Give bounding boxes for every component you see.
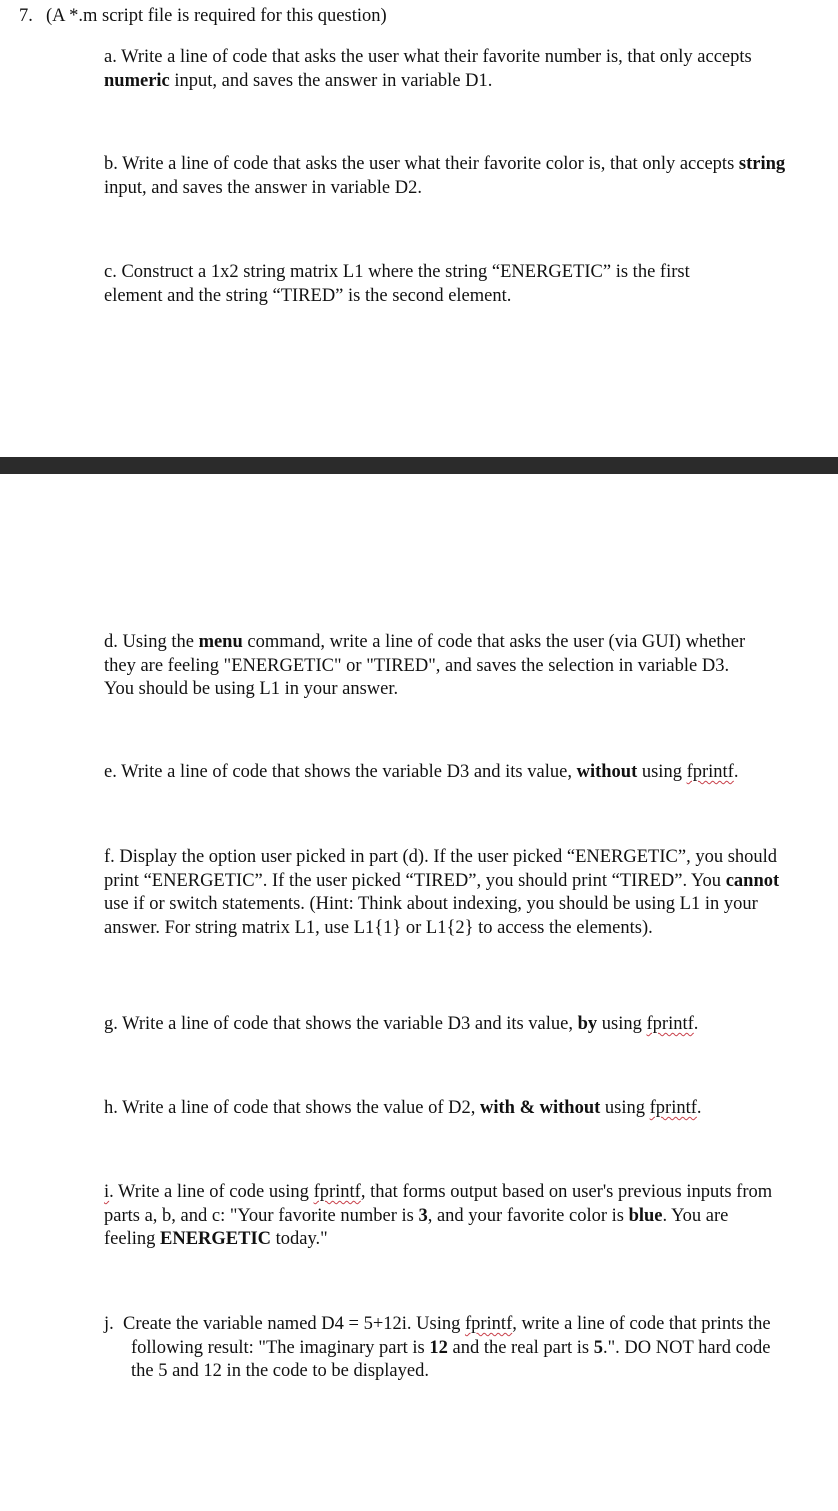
- part-a-bold: numeric: [104, 70, 170, 91]
- question-number: 7.: [19, 6, 33, 26]
- part-f: [104, 846, 784, 940]
- part-i-text-4: . You are feeling: [104, 1205, 733, 1249]
- part-d-bold: menu: [198, 632, 243, 652]
- question-title: (A *.m script file is required for this question): [46, 6, 387, 26]
- part-g-bold: by: [577, 1014, 598, 1034]
- part-i: [104, 1181, 777, 1252]
- question-heading: [19, 5, 387, 29]
- part-a-text: a. Write a line of code that asks the user what their favorite number is, that only accepts: [104, 47, 757, 67]
- part-e-text-end: .: [733, 762, 739, 782]
- part-b-text-end: input, and saves the answer in variable D2.: [104, 154, 790, 198]
- part-j-text-end: .". DO NOT hard code the 5 and 12 in the code to be displayed.: [131, 1337, 776, 1381]
- part-g-text: g. Write a line of code that shows the variable D3 and its value,: [104, 1014, 578, 1034]
- part-h-spellcheck-word: fprintf: [649, 1098, 697, 1118]
- part-j-spellcheck-word: fprintf: [464, 1314, 513, 1334]
- part-e-text: e. Write a line of code that shows the variable D3 and its value,: [104, 762, 577, 782]
- part-i-text: . Write a line of code using: [109, 1182, 314, 1202]
- part-h-text-end: .: [696, 1098, 702, 1118]
- part-h: [104, 1097, 794, 1121]
- part-c-text: c. Construct a 1x2 string matrix L1 where the string “ENERGETIC” is the first element and the string “TIRED” is the second element.: [104, 262, 695, 306]
- part-j-text-3: and the real part is: [447, 1337, 594, 1358]
- part-i-spellcheck-word: fprintf: [313, 1182, 361, 1202]
- part-g-text-mid: using: [597, 1014, 647, 1034]
- page-break-bar: [0, 457, 838, 474]
- part-j: [104, 1313, 791, 1384]
- part-b: [104, 153, 794, 200]
- part-j-text-2: , write a line of code that prints the following result: "The imaginary part is: [131, 1314, 776, 1358]
- part-a: [104, 46, 794, 93]
- part-i-spellcheck-letter: i: [104, 1182, 110, 1202]
- part-h-bold: with & without: [480, 1098, 601, 1118]
- part-g: [104, 1013, 794, 1037]
- part-h-text-mid: using: [600, 1098, 650, 1118]
- part-a-text-end: input, and saves the answer in variable D1.: [169, 70, 493, 91]
- part-g-spellcheck-word: fprintf: [646, 1014, 694, 1034]
- part-d: [104, 631, 754, 702]
- part-d-text: d. Using the: [104, 632, 199, 652]
- part-i-bold-number: 3: [418, 1205, 428, 1226]
- part-i-bold-color: blue: [628, 1205, 663, 1226]
- part-h-text: h. Write a line of code that shows the value of D2,: [104, 1098, 481, 1118]
- part-i-text-2: , that forms output based on user's previous inputs from parts a, b, and c: "Your favorite number is: [104, 1182, 777, 1226]
- part-i-bold-mood: ENERGETIC: [160, 1229, 272, 1249]
- part-j-bold-imag: 12: [429, 1337, 448, 1358]
- part-d-text-end: command, write a line of code that asks the user (via GUI) whether they are feeling "ENERGETIC" or "TIRED", and saves the selection in variable D3. You should be using L1 in your answer.: [104, 632, 750, 699]
- part-e-bold: without: [576, 762, 638, 782]
- part-j-text: j. Create the variable named D4 = 5+12i. Using: [104, 1314, 465, 1334]
- part-b-bold: string: [738, 154, 786, 174]
- part-f-bold: cannot: [725, 870, 780, 891]
- part-i-text-3: , and your favorite color is: [427, 1205, 629, 1226]
- part-b-text: b. Write a line of code that asks the user what their favorite color is, that only accepts: [104, 154, 739, 174]
- part-j-bold-real: 5: [593, 1337, 603, 1358]
- part-i-text-end: today.": [271, 1229, 328, 1249]
- part-f-text: f. Display the option user picked in part (d). If the user picked “ENERGETIC”, you should print “ENERGETIC”. If the user picked “TIRED”, you should print “TIRED”. You: [104, 847, 782, 891]
- part-f-text-end: use if or switch statements. (Hint: Think about indexing, you should be using L1 in your answer. For string matrix L1, use L1{1} or L1{2} to access the elements).: [104, 870, 784, 938]
- part-e-spellcheck-word: fprintf: [686, 762, 734, 782]
- part-e-text-mid: using: [637, 762, 687, 782]
- part-e: [104, 761, 794, 785]
- part-c: [104, 261, 744, 308]
- part-g-text-end: .: [693, 1014, 699, 1034]
